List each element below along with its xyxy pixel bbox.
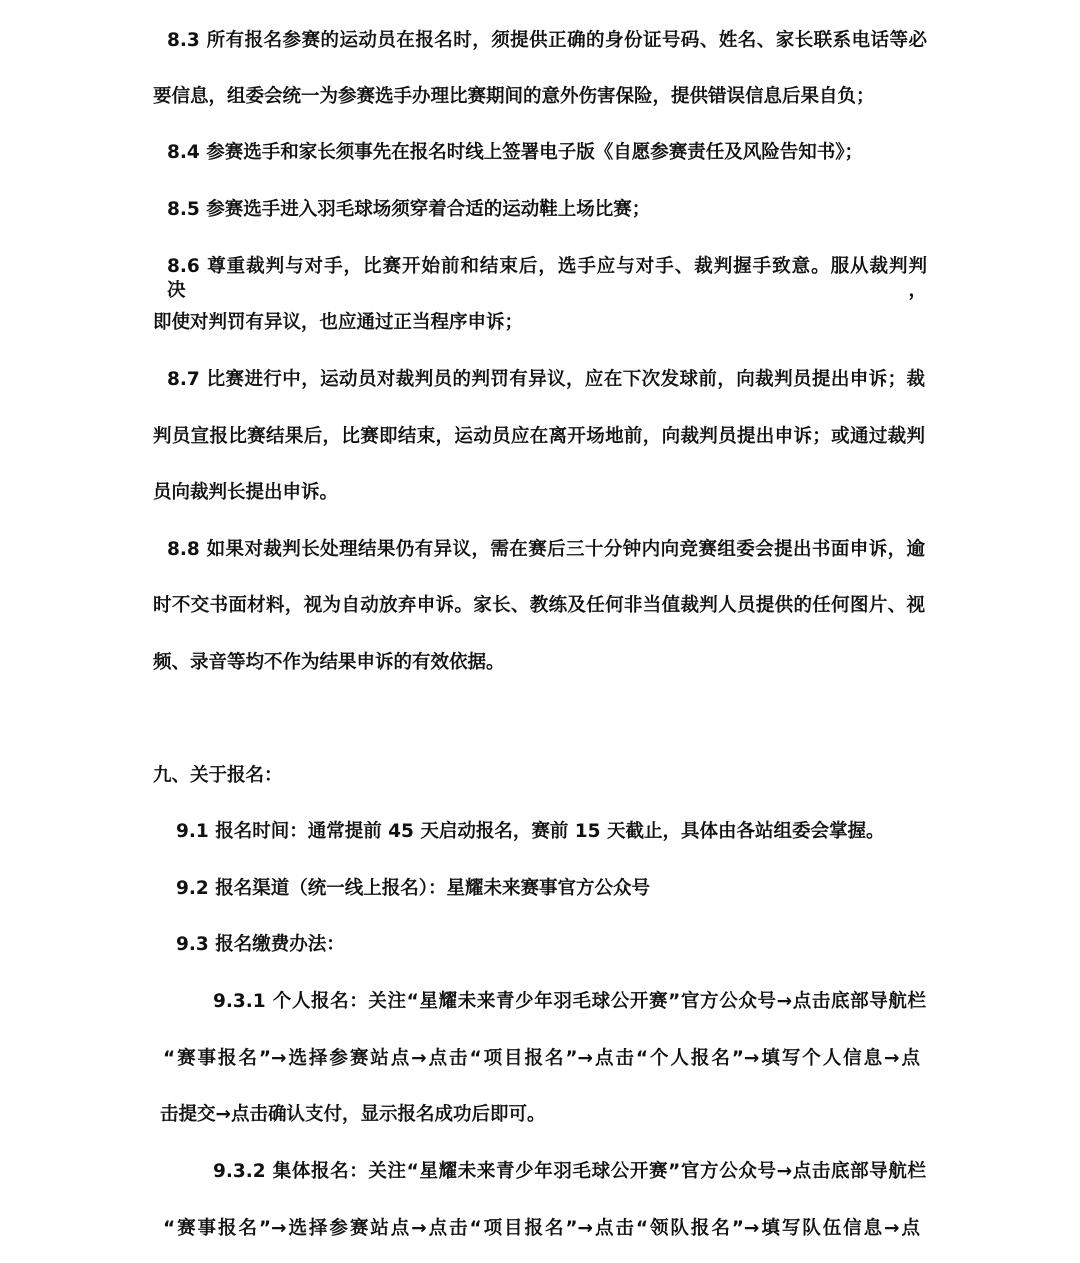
paragraph-9-2: 9.2 报名渠道（统一线上报名）：星耀未来赛事官方公众号: [176, 878, 650, 899]
section-9-heading: 九、关于报名：: [153, 765, 283, 786]
paragraph-9-3-1-line: 击提交→点击确认支付，显示报名成功后即可。: [160, 1104, 546, 1125]
paragraph-8-6-line: 8.6 尊重裁判与对手，比赛开始前和结束后，选手应与对手、裁判握手致意。服从裁判判决，: [167, 256, 927, 301]
paragraph-9-3-2-line: 9.3.2 集体报名：关注“星耀未来青少年羽毛球公开赛”官方公众号→点击底部导航栏: [213, 1161, 926, 1182]
paragraph-8-4: 8.4 参赛选手和家长须事先在报名时线上签署电子版《自愿参赛责任及风险告知书》；: [167, 142, 863, 163]
paragraph-8-3-line: 8.3 所有报名参赛的运动员在报名时，须提供正确的身份证号码、姓名、家长联系电话等必: [167, 30, 927, 51]
paragraph-9-3-2-line: “赛事报名”→选择参赛站点→点击“项目报名”→点击“领队报名”→填写队伍信息→点: [163, 1218, 920, 1239]
paragraph-9-3: 9.3 报名缴费办法：: [176, 934, 345, 955]
paragraph-8-8-line: 时不交书面材料，视为自动放弃申诉。家长、教练及任何非当值裁判人员提供的任何图片、视: [153, 595, 925, 616]
paragraph-8-7-line: 8.7 比赛进行中，运动员对裁判员的判罚有异议，应在下次发球前，向裁判员提出申诉；裁: [167, 369, 925, 390]
paragraph-9-3-1-line: “赛事报名”→选择参赛站点→点击“项目报名”→点击“个人报名”→填写个人信息→点: [163, 1048, 920, 1069]
paragraph-8-5: 8.5 参赛选手进入羽毛球场须穿着合适的运动鞋上场比赛；: [167, 199, 651, 220]
paragraph-8-7-line: 判员宣报比赛结果后，比赛即结束，运动员应在离开场地前，向裁判员提出申诉；或通过裁判: [153, 426, 925, 447]
paragraph-8-3-line: 要信息，组委会统一为参赛选手办理比赛期间的意外伤害保险，提供错误信息后果自负；: [153, 86, 875, 107]
paragraph-8-7-line: 员向裁判长提出申诉。: [153, 482, 339, 503]
paragraph-8-6-line: 即使对判罚有异议，也应通过正当程序申诉；: [153, 312, 524, 333]
paragraph-9-1: 9.1 报名时间：通常提前 45 天启动报名，赛前 15 天截止，具体由各站组委会掌握。: [176, 821, 885, 842]
paragraph-8-8-line: 8.8 如果对裁判长处理结果仍有异议，需在赛后三十分钟内向竞赛组委会提出书面申诉，逾: [167, 539, 925, 560]
paragraph-9-3-1-line: 9.3.1 个人报名：关注“星耀未来青少年羽毛球公开赛”官方公众号→点击底部导航栏: [213, 991, 926, 1012]
paragraph-8-8-line: 频、录音等均不作为结果申诉的有效依据。: [153, 652, 505, 673]
